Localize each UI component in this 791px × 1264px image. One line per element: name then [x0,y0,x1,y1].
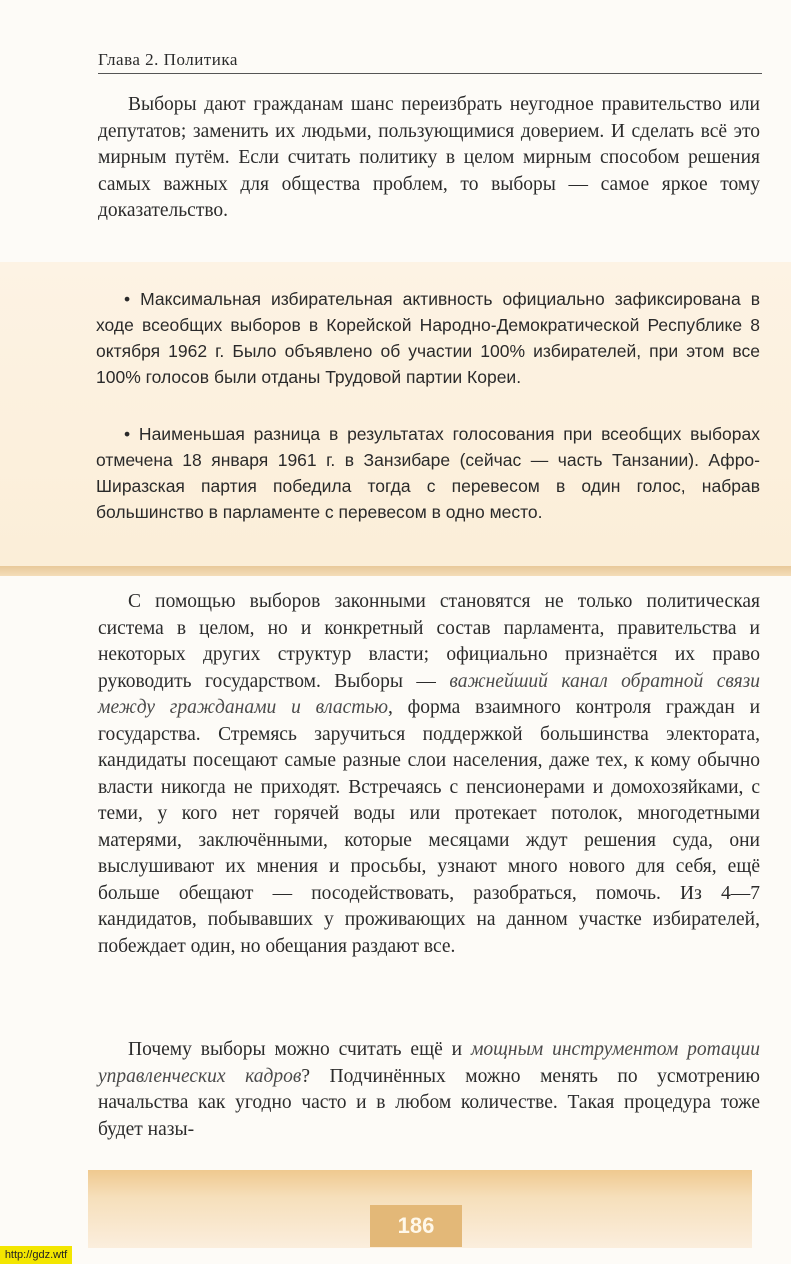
fact-text: • Наименьшая разница в результатах голосования при всеобщих выборах отмечена 18 января 1961 г. в Занзибаре (сейчас — часть Танзании). Афро-Ширазская партия победила тогда с перевесом в один голос, набрав большинство в парламенте с перевесом в одно место. [96,424,760,522]
emphasis-text: важнейший канал обратной связи между гражданами и властью [98,670,760,718]
fact-text: • Максимальная избирательная активность официально зафиксирована в ходе всеобщих выборов в Корейской Народно-Демократической Республике 8 октября 1962 г. Было объявлено об участии 100% избирателей, при этом все 100% голосов были отданы Трудовой партии Кореи. [96,289,760,387]
body-text: С помощью выборов законными становятся не только политическая система в целом, но и конкретный состав парламента, правительства и некоторых других структур власти; официально признаётся их право руководить государством. Выборы — [98,591,760,692]
intro-text: Выборы дают гражданам шанс переизбрать неугодное правительство или депутатов; заменить их людьми, пользующимися доверием. И сделать всё это мирным путём. Если считать политику в целом мирным способом решения самых важных для общества проблем, то выборы — самое яркое тому доказательство. [98,94,760,221]
chapter-header: Глава 2. Политика [98,50,762,74]
body-text: Почему выборы можно считать ещё и [128,1039,471,1060]
emphasis-text: мощным инструментом ротации управленческих кадров [98,1039,760,1087]
facts-box-rule [0,566,791,576]
body-text: ? Подчинённых можно менять по усмотрению начальства как угодно часто и в любом количестве. Такая процедура тоже будет назы- [98,1065,760,1140]
body-paragraph [98,1037,760,1143]
intro-paragraph [98,92,760,225]
fact-item [96,421,760,525]
fact-item [96,286,760,390]
body-paragraph [98,589,760,960]
body-text: , форма взаимного контроля граждан и государства. Стремясь заручиться поддержкой большинства электората, кандидаты посещают самые разные слои населения, даже тех, к кому обычно власти никогда не приходят. Встречаясь с пенсионерами и домохозяйками, с теми, у кого нет горячей воды или протекает потолок, многодетными матерями, заключёнными, которые месяцами ждут решения суда, они выслушивают их мнения и просьбы, узнают много нового для себя, ещё больше обещают — посодействовать, разобраться, помочь. Из 4—7 кандидатов, побывавших у проживающих на данном участке избирателей, побеждает один, но обещания раздают все. [98,697,760,957]
watermark-link[interactable]: http://gdz.wtf [0,1246,72,1264]
page-number: 186 [370,1205,462,1247]
